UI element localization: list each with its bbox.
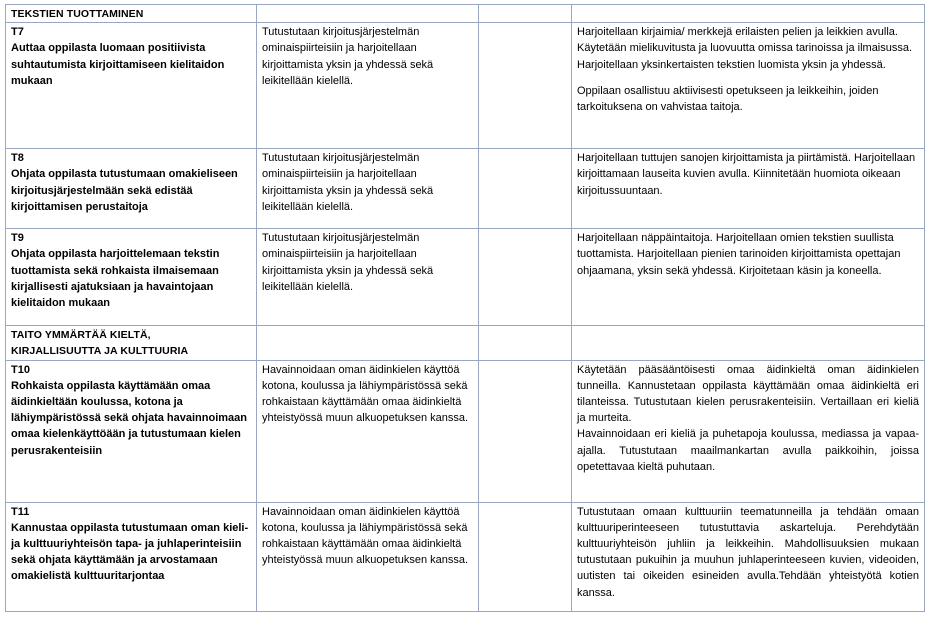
methods-cell-t11 [572, 502, 925, 611]
content-text: Tutustutaan kirjoitusjärjestelmän ominaispiirteisiin ja harjoitellaan kirjoittamista yksin ja yhdessä sekä leikitellään kielellä. [262, 26, 434, 87]
goal-cell-t7 [6, 23, 257, 149]
goal-text: Kannustaa oppilasta tutustumaan oman kieli- ja kulttuuriyhteisön tapa- ja juhlaperinteisiin sekä ohjata käyttämään ja arvostamaan omakielistä kulttuuritarjontaa [11, 521, 249, 583]
goal-code: T10 [11, 363, 30, 376]
goal-text: Ohjata oppilasta harjoittelemaan tekstin tuottamista sekä rohkaista ilmaisemaan kirjallisesti ajatuksiaan ja havaintojaan kielitaidon mukaan [11, 248, 220, 310]
goal-code: T9 [11, 232, 24, 245]
content-cell-t7 [257, 23, 479, 149]
section-row-understanding [6, 326, 925, 360]
methods-text: Havainnoidaan eri kieliä ja puhetapoja koulussa, mediassa ja vapaa-ajalla. Tutustutaan maailmankartan avulla paikkoihin, joissa opetettavaa kieltä puhutaan. [577, 428, 919, 473]
content-cell-t10 [257, 360, 479, 502]
curriculum-table [5, 4, 925, 612]
methods-cell-t10 [572, 360, 925, 502]
methods-text: Harjoitellaan kirjaimia/ merkkejä erilaisten pelien ja leikkien avulla. Käytetään mielikuvitusta ja luovuutta omissa tarinoissa ja ilmaisussa. Harjoitellaan yksinkertaisten tekstien luomista yksin ja yhdessä. [577, 26, 913, 71]
methods-text: Harjoitellaan näppäintaitoja. Harjoitellaan omien tekstien suullista tuottamista. Harjoitellaan pienien tarinoiden kirjoittamista opettajan ohjaamana, yksin sekä yhdessä. Kirjoitetaan käsin ja koneella. [577, 232, 901, 277]
goal-cell-t9 [6, 229, 257, 326]
empty-cell [479, 23, 572, 149]
empty-cell [479, 326, 572, 360]
methods-text: Käytetään pääsääntöisesti omaa äidinkieltä oman äidinkielen tunneilla. Kannustetaan oppilasta käyttämään omaa äidinkieltä eri tilanteissa. Tutustutaan kielen perusrakenteisiin. Vertaillaan eri kieliä ja murteita. [577, 363, 919, 425]
goal-text: Auttaa oppilasta luomaan positiivista suhtautumista kirjoittamiseen kielitaidon mukaan [11, 42, 225, 87]
section-heading-understanding [6, 326, 257, 360]
empty-cell [479, 5, 572, 23]
goal-cell-t8 [6, 149, 257, 229]
goal-cell-t11 [6, 502, 257, 611]
methods-cell-t8 [572, 149, 925, 229]
empty-cell [572, 326, 925, 360]
empty-cell [479, 360, 572, 502]
table-row-t11 [6, 502, 925, 611]
empty-cell [257, 326, 479, 360]
goal-text: Ohjata oppilasta tutustumaan omakieliseen kirjoitusjärjestelmään sekä edistää kirjoittamisen perustaitoja [11, 168, 238, 213]
goal-code: T8 [11, 152, 24, 165]
methods-text: Tutustutaan omaan kulttuuriin teematunneilla ja tehdään omaan kulttuuriperinteeseen tutustuttavia askarteluja. Perehdytään kulttuuriyhteisön juhliin ja leikkeihin. Mahdollisuuksien mukaan tutustutaan pukuihin ja muuhun juhlaperinteeseen kuvien, videoiden, uutisten tai oikeiden esineiden avulla.Tehdään yhteistyötä kotien kanssa. [577, 505, 919, 599]
content-text: Tutustutaan kirjoitusjärjestelmän ominaispiirteisiin ja harjoitellaan kirjoittamista yksin ja yhdessä sekä leikitellään kielellä. [262, 152, 434, 213]
table-row-t8 [6, 149, 925, 229]
content-cell-t11 [257, 502, 479, 611]
empty-cell [479, 229, 572, 326]
methods-cell-t9 [572, 229, 925, 326]
section-heading-text-production: TEKSTIEN TUOTTAMINEN [6, 5, 257, 23]
content-text: Tutustutaan kirjoitusjärjestelmän ominaispiirteisiin ja harjoitellaan kirjoittamista yksin ja yhdessä sekä leikitellään kielellä. [262, 232, 434, 293]
content-cell-t9 [257, 229, 479, 326]
section-heading-line: KIRJALLISUUTTA JA KULTTUURIA [11, 345, 189, 358]
content-text: Havainnoidaan oman äidinkielen käyttöä kotona, koulussa ja lähiympäristössä sekä rohkaistaan käyttämään omaa äidinkieltä yhteistyössä muun alkuopetuksen kanssa. [262, 363, 469, 425]
goal-text: Rohkaista oppilasta käyttämään omaa äidinkieltään koulussa, kotona ja lähiympäristössä sekä ohjata havainnoimaan omaa kielenkäyttöään ja tutustumaan kielen perusrakenteisiin [11, 379, 247, 457]
methods-text: Harjoitellaan tuttujen sanojen kirjoittamista ja piirtämistä. Harjoitellaan kirjoittamaan lauseita kuvien avulla. Kiinnitetään huomiota oikeaan kirjoitussuuntaan. [577, 152, 916, 197]
empty-cell [257, 5, 479, 23]
empty-cell [479, 149, 572, 229]
table-row-t9 [6, 229, 925, 326]
goal-code: T11 [11, 505, 30, 518]
methods-cell-t7 [572, 23, 925, 149]
content-cell-t8 [257, 149, 479, 229]
section-heading-line: TAITO YMMÄRTÄÄ KIELTÄ, [11, 329, 151, 342]
table-row-t7 [6, 23, 925, 149]
content-text: Havainnoidaan oman äidinkielen käyttöä kotona, koulussa ja lähiympäristössä sekä rohkaistaan käyttämään omaa äidinkieltä yhteistyössä muun alkuopetuksen kanssa. [262, 505, 469, 567]
goal-cell-t10 [6, 360, 257, 502]
methods-text: Oppilaan osallistuu aktiivisesti opetukseen ja leikkeihin, joiden tarkoituksena on vahvistaa taitoja. [577, 84, 879, 114]
empty-cell [572, 5, 925, 23]
section-row-text-production [6, 5, 925, 23]
table-row-t10 [6, 360, 925, 502]
empty-cell [479, 502, 572, 611]
goal-code: T7 [11, 26, 24, 39]
